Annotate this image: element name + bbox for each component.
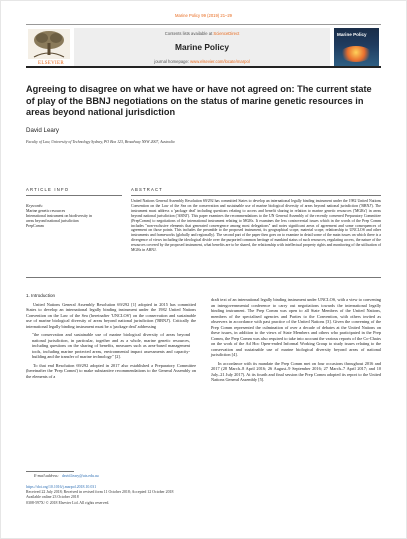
doi-link[interactable]: https://doi.org/10.1016/j.marpol.2018.10.031 <box>26 485 97 489</box>
contents-line <box>74 31 330 36</box>
section-heading-introduction: 1. Introduction <box>26 293 56 298</box>
cover-title: Marine Policy <box>337 32 367 37</box>
body-paragraph: draft text of an international legally binding instrument under UNCLOS, with a view to convening an intergovernmental conference to carry out negotiations towards the international legally binding instrument. The Prep Comm was open to all State Members of the United Nations, members of the specialised agencies and Parties to the Convention, with others invited as observers in accordance with past practice of the United Nations [3]. Given the convening of the Prep Comm represented the culmination of over a decade of debates at the United Nations on these issues, in addition to the views of State Members and others who participated in the Prep Comm, the Prep Comm was also required to take into account the various reports of the Co-Chairs on the work of the Ad Hoc Open-ended Informal Working Group to study issues relating to the conservation and sustainable use of marine biological diversity beyond areas of national jurisdiction [4]. <box>211 297 381 357</box>
body-column-right <box>211 297 381 386</box>
author-email-footnote <box>34 474 99 478</box>
body-paragraph: In accordance with its mandate the Prep Comm met on four occasions throughout 2016 and 2017 (28 March–8 April 2016; 26 August–9 September 2016; 27 March–7 April 2017; and 10 July–21 July 2017). At its fourth and final session the Prep Comm adopted its report to the United Nations General Assembly [5]. <box>211 360 381 382</box>
keywords-list <box>26 209 122 229</box>
abstract-text: United Nations General Assembly Resolution 69/292 has committed States to develop an international legally binding instrument under the 1982 United Nations Convention on the Law of the Sea on the conservation and sustainable use of marine biological diversity of areas beyond national jurisdiction ('BBNJ'). The instrument must address a 'package deal' including questions relating to access and benefit sharing in relation to marine genetic resources ('MGRs') in areas beyond national jurisdiction ('ABNJ'). This paper examines the recommendations to the UN General Assembly of the recently convened Preparatory Committee (PrepComm) to negotiations of the international instrument relating to MGRs. It examines the less controversial issues which in the words of the Prep Comm includes "non-exclusive elements that generated convergence among most delegations" and notes significant areas of agreement and some consequences of agreement on those points. This includes the preamble to the proposed instrument, its geographical scope, material scope, relationship to UNCLOS and other instruments and frameworks (globally and regionally). The second part of the paper then goes on to examine in detail some of the main issues on which there is a divergence of views including the ideological divide over the purported common heritage of mankind status of such resources, regulating access, the nature of the resources covered by the proposed instrument, what benefits are to be shared, the relationship with intellectual property rights and monitoring of the utilisation of MGRs in ABNJ. <box>131 199 381 253</box>
article-info-heading: ARTICLE INFO <box>26 187 70 192</box>
homepage-prefix: journal homepage: <box>154 59 191 64</box>
keyword-item: International instrument on biodiversity in <box>26 213 92 218</box>
available-online: Available online 23 October 2018 <box>26 495 79 500</box>
body-paragraph: United Nations General Assembly Resolution 69/292 [1] adopted in 2015 has committed States to develop an international legally binding instrument under the 1982 United Nations Convention on the Law of the Sea (hereinafter 'UNCLOS') on the conservation and sustainable use of marine biological diversity of areas beyond national jurisdiction ('BBNJ'). Critically the international legally binding instrument must be a 'package deal' addressing <box>26 301 196 329</box>
journal-info-band <box>74 28 330 66</box>
author-name[interactable]: David Leary <box>26 127 60 134</box>
keyword-item: areas beyond national jurisdiction <box>26 218 79 223</box>
running-head[interactable]: Marine Policy 99 (2019) 21–29 <box>174 13 233 18</box>
abstract-bottom-rule <box>26 277 381 278</box>
bibliographic-info <box>26 485 381 506</box>
journal-title[interactable]: Marine Policy <box>175 42 229 52</box>
journal-homepage-link[interactable]: www.elsevier.com/locate/marpol <box>190 59 250 64</box>
journal-masthead <box>26 24 381 68</box>
sciencedirect-link[interactable]: ScienceDirect <box>213 31 240 36</box>
contents-prefix: Contents lists available at <box>164 31 214 36</box>
article-info-rule <box>26 195 122 196</box>
body-column-left <box>26 293 196 382</box>
tree-logo-icon <box>28 29 70 59</box>
keyword-item: PrepComm <box>26 223 44 228</box>
author-email-link[interactable]: david.leary@uts.edu.au <box>61 474 99 478</box>
publisher-logo[interactable] <box>28 29 70 65</box>
article-title: Agreeing to disagree on what we have or have not agreed on: The current state of play of the BBNJ negotiations on the status of marine genetic resources in areas beyond national jurisdiction <box>26 84 372 118</box>
body-paragraph: To that end Resolution 69/292 adopted in 2017 also established a Preparatory Committee (hereinafter the 'Prep Comm') to make substantive recommendations to the General Assembly on the elements of a <box>26 362 196 379</box>
abstract-rule <box>131 195 381 196</box>
block-quote: "the conservation and sustainable use of marine biological diversity of areas beyond national jurisdiction, in particular, together and as a whole, marine genetic resources, including questions on the sharing of benefits, measures such as area-based management tools, including marine protected areas, environmental impact assessments and capacity-building and the transfer of marine technology" [2]. <box>32 332 190 359</box>
keywords-label: Keywords: <box>26 203 44 208</box>
footnote-rule <box>26 471 74 472</box>
keyword-item: Marine genetic resources <box>26 209 66 213</box>
abstract-heading: ABSTRACT <box>131 187 163 192</box>
author-affiliation: Faculty of Law, University of Technology Sydney, PO Box 123, Broadway NSW 2007, Australia <box>26 140 175 144</box>
email-label: E-mail address: <box>34 474 59 478</box>
cover-splash-graphic <box>340 46 372 62</box>
received-dates: Received 22 July 2018; Received in revised form 11 October 2018; Accepted 12 October 2018 <box>26 490 174 495</box>
copyright-line: 0308-597X/ © 2018 Elsevier Ltd. All rights reserved. <box>26 500 110 505</box>
journal-cover-image[interactable] <box>334 28 379 66</box>
publisher-name: ELSEVIER <box>37 61 64 66</box>
homepage-line <box>74 59 330 64</box>
